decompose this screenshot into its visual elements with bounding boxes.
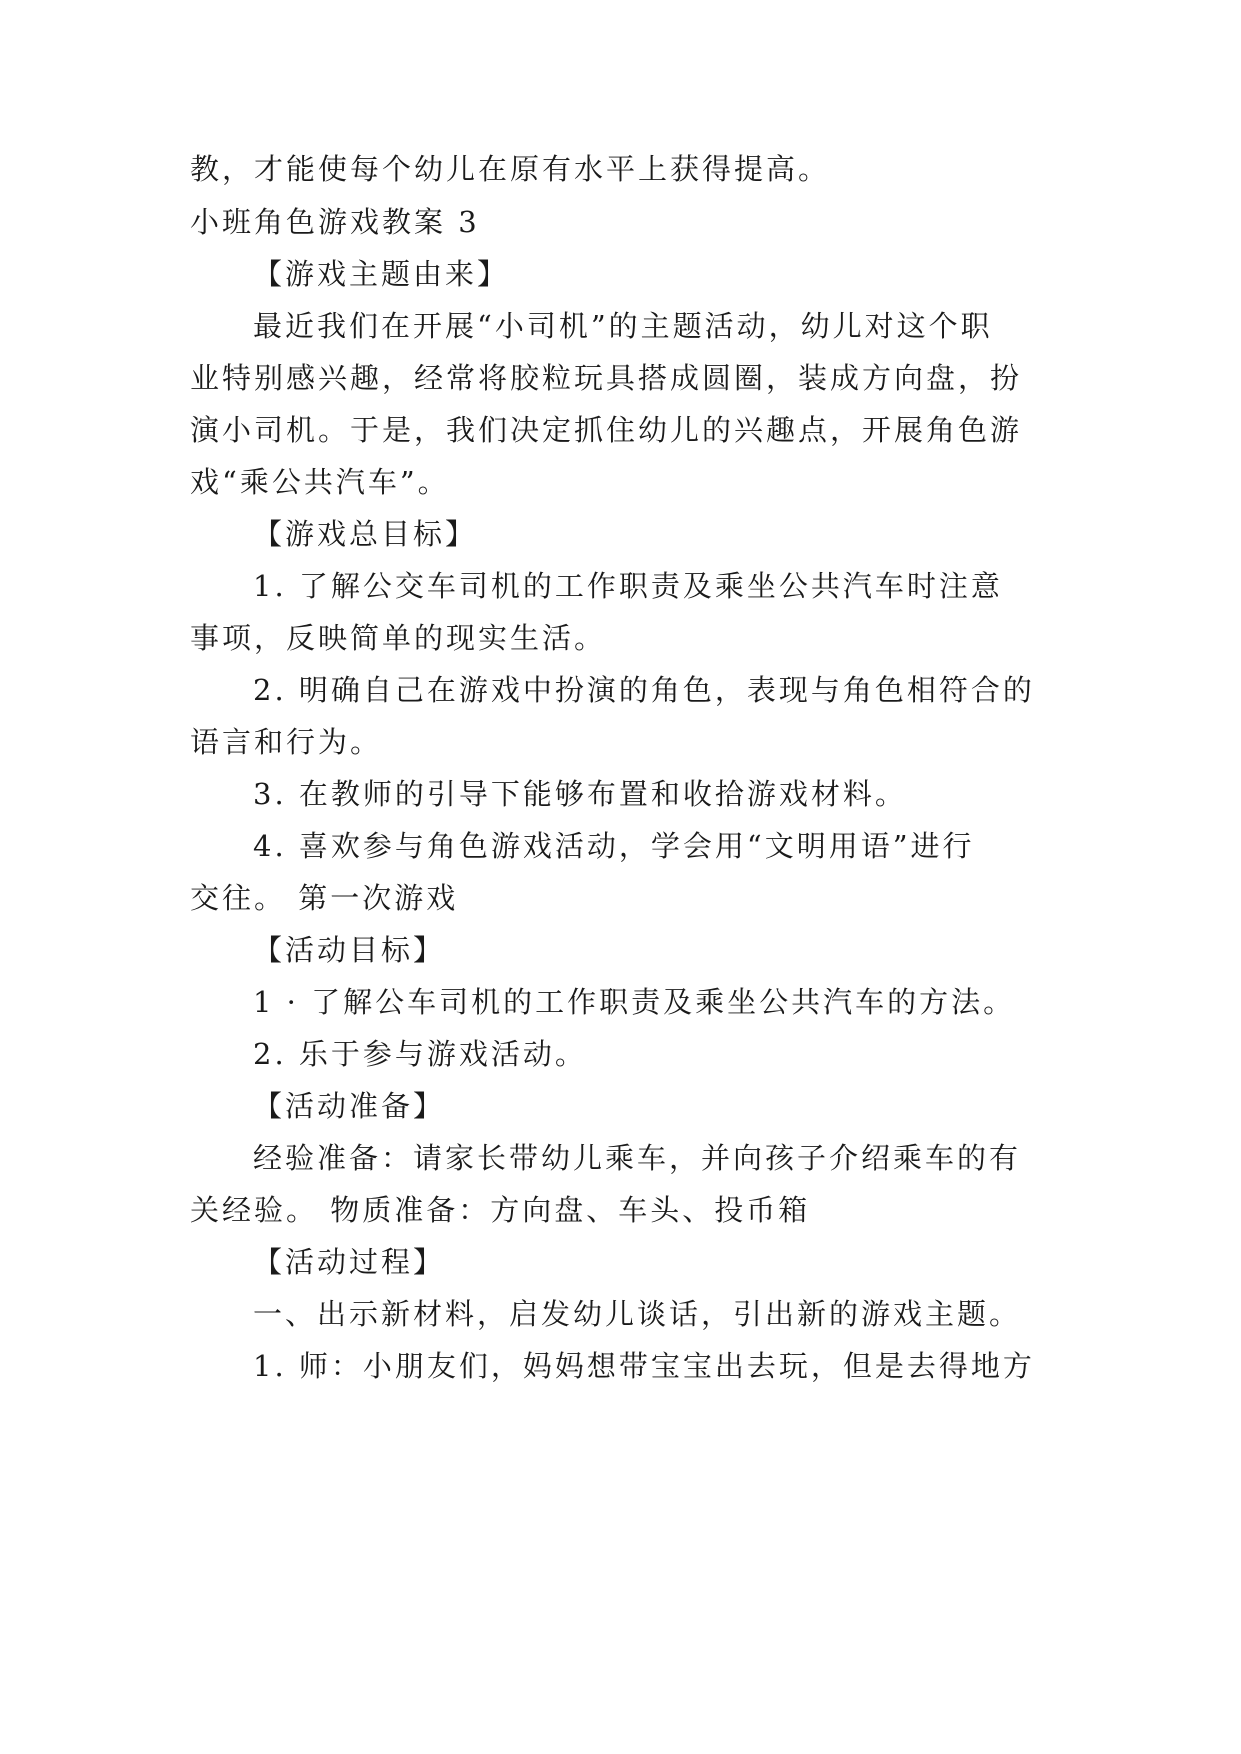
text-line: 教，才能使每个幼儿在原有水平上获得提高。 xyxy=(190,152,831,186)
section-title: 小班角色游戏教案 3 xyxy=(190,205,480,239)
text-line: 事项，反映简单的现实生活。 xyxy=(190,621,607,655)
list-item: 1 · 了解公车司机的工作职责及乘坐公共汽车的方法。 xyxy=(253,985,1016,1019)
section-heading: 【游戏主题由来】 xyxy=(253,257,510,291)
text-line: 一、出示新材料，启发幼儿谈话，引出新的游戏主题。 xyxy=(253,1297,1022,1331)
text-line: 关经验。 物质准备：方向盘、车头、投币箱 xyxy=(190,1193,811,1227)
section-heading: 【活动准备】 xyxy=(253,1089,446,1123)
text-line: 最近我们在开展“小司机”的主题活动，幼儿对这个职 xyxy=(253,309,993,343)
list-item: 1. 了解公交车司机的工作职责及乘坐公共汽车时注意 xyxy=(253,569,1003,603)
text-line: 戏“乘公共汽车”。 xyxy=(190,465,450,499)
text-line: 业特别感兴趣，经常将胶粒玩具搭成圆圈，装成方向盘，扮 xyxy=(190,361,1023,395)
list-item: 2. 明确自己在游戏中扮演的角色，表现与角色相符合的 xyxy=(253,673,1035,707)
list-item: 3. 在教师的引导下能够布置和收拾游戏材料。 xyxy=(253,777,907,811)
section-heading: 【游戏总目标】 xyxy=(253,517,478,551)
list-item: 2. 乐于参与游戏活动。 xyxy=(253,1037,587,1071)
text-line: 演小司机。于是，我们决定抓住幼儿的兴趣点，开展角色游 xyxy=(190,413,1023,447)
text-line: 交往。 第一次游戏 xyxy=(190,881,459,915)
section-heading: 【活动目标】 xyxy=(253,933,446,967)
section-heading: 【活动过程】 xyxy=(253,1245,446,1279)
text-line: 经验准备：请家长带幼儿乘车，并向孩子介绍乘车的有 xyxy=(253,1141,1022,1175)
list-item: 1. 师：小朋友们，妈妈想带宝宝出去玩，但是去得地方 xyxy=(253,1349,1035,1383)
list-item: 4. 喜欢参与角色游戏活动，学会用“文明用语”进行 xyxy=(253,829,975,863)
text-line: 语言和行为。 xyxy=(190,725,383,759)
